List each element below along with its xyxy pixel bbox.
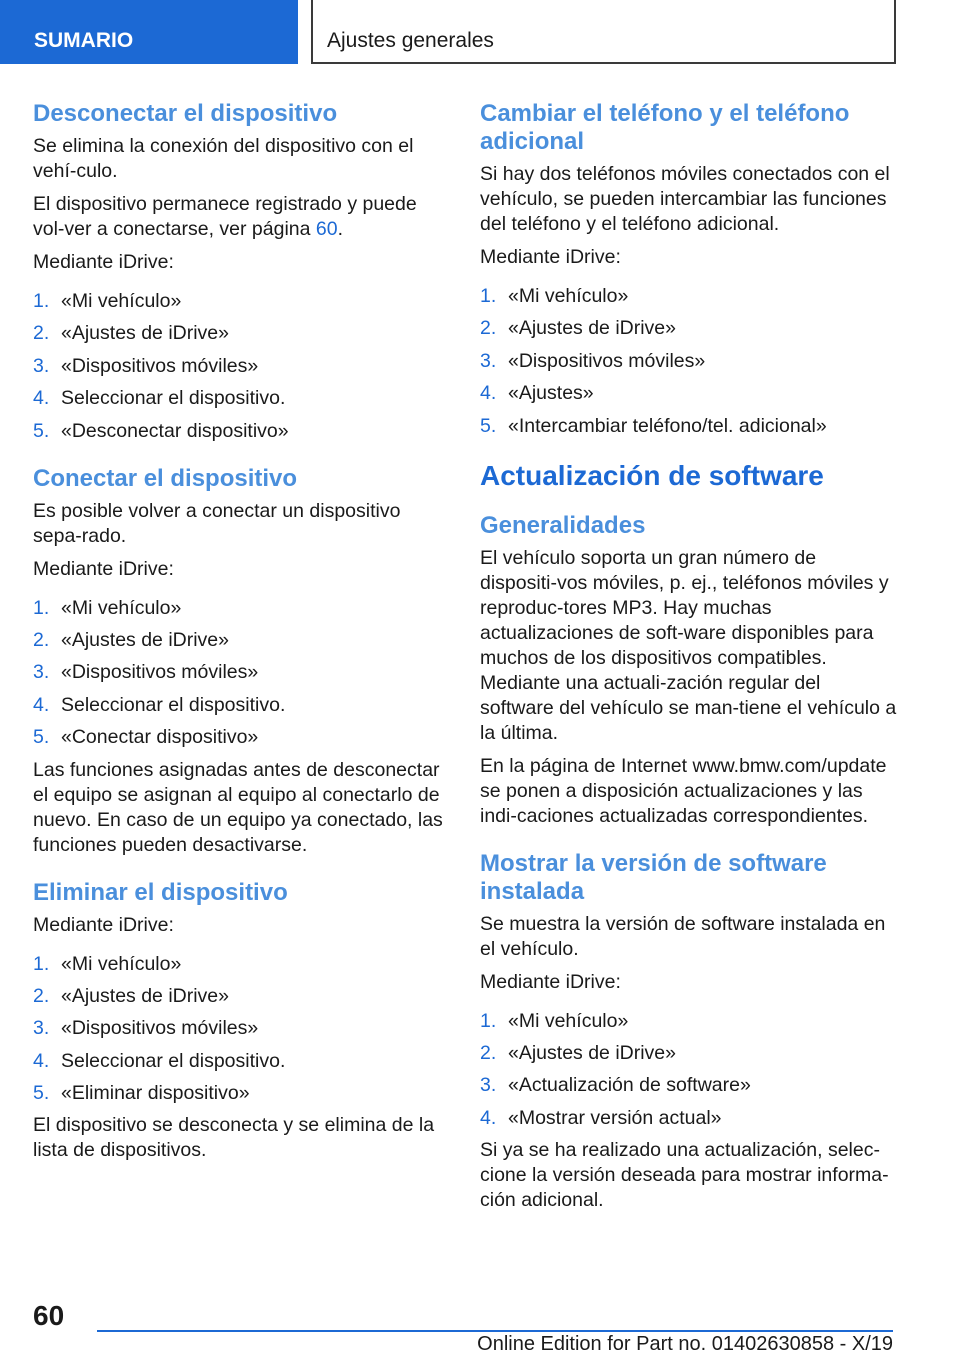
paragraph: Es posible volver a conectar un dispositivo sepa‐rado.: [33, 499, 401, 547]
paragraph: Si ya se ha realizado una actualización, selec‐cione la versión deseada para mostrar informa‐ción adicional.: [480, 1139, 889, 1212]
list-item: 5. «Conectar dispositivo»: [33, 726, 259, 749]
section-title: Conectar el dispositivo: [33, 464, 298, 492]
list-item: 4. Seleccionar el dispositivo.: [33, 1049, 286, 1072]
list-item: 1. «Mi vehículo»: [33, 596, 182, 619]
list-item: 3. «Dispositivos móviles»: [33, 354, 259, 377]
chapter-title: Actualización de software: [480, 459, 824, 491]
paragraph: Mediante iDrive:: [33, 557, 174, 580]
paragraph: Si hay dos teléfonos móviles conectados con el vehículo, se pueden intercambiar las funciones del teléfono y el teléfono adicional.: [480, 163, 890, 235]
paragraph: El vehículo soporta un gran número de dispositi‐vos móviles, p. ej., teléfonos móviles y reproduc‐tores MP3. Hay muchas actualizaciones de soft‐ware disponibles para muchos de los dispositivos compatibles. Mediante una actuali‐zación regular del software del vehículo se man‐tiene el vehículo a la última.: [480, 546, 897, 744]
section-connect: [33, 465, 451, 858]
steps-list: [33, 952, 451, 1107]
steps-list: [480, 284, 898, 439]
list-item: 1. «Mi vehículo»: [33, 952, 182, 975]
chapter-header: Ajustes generales: [311, 0, 896, 64]
list-item: 3. «Dispositivos móviles»: [33, 1017, 259, 1040]
footer-divider: [97, 1330, 893, 1332]
section-title: Desconectar el dispositivo: [33, 100, 338, 127]
steps-list: [33, 289, 451, 444]
paragraph: El dispositivo permanece registrado y puede vol‐ver a conectarse, ver página 60.: [33, 193, 417, 240]
page-number: 60: [33, 1300, 65, 1331]
steps-list: [33, 596, 451, 751]
paragraph: Mediante iDrive:: [33, 251, 174, 273]
list-item: 1. «Mi vehículo»: [480, 1009, 629, 1032]
section-title: Cambiar el teléfono y el teléfono adicional: [480, 100, 850, 155]
toc-tab[interactable]: SUMARIO: [0, 0, 298, 64]
list-item: 5. «Eliminar dispositivo»: [33, 1082, 250, 1105]
list-item: 2. «Ajustes de iDrive»: [33, 628, 229, 651]
right-column: [480, 100, 898, 1234]
list-item: 1. «Mi vehículo»: [480, 285, 629, 307]
paragraph: Se elimina la conexión del dispositivo con el vehí‐culo.: [33, 135, 414, 182]
list-item: 5. «Intercambiar teléfono/tel. adicional»: [480, 414, 827, 437]
list-item: 2. «Ajustes de iDrive»: [33, 984, 229, 1007]
paragraph: Las funciones asignadas antes de desconectar el equipo se asignan al equipo al conectarlo de nuevo. En caso de un equipo ya conectado, las funciones pueden desactivarse.: [33, 758, 443, 856]
list-item: 4. Seleccionar el dispositivo.: [33, 693, 286, 716]
paragraph: Mediante iDrive:: [480, 970, 621, 993]
section-title: Eliminar el dispositivo: [33, 878, 288, 906]
section-delete: [33, 879, 451, 1164]
section-swap-phone: [480, 100, 898, 439]
section-title: Generalidades: [480, 511, 646, 539]
list-item: 3. «Actualización de software»: [480, 1074, 751, 1097]
paragraph: Mediante iDrive:: [33, 913, 174, 936]
list-item: 4. «Ajustes»: [480, 382, 594, 405]
footer-edition: Online Edition for Part no. 01402630858 - X/19: [477, 1333, 893, 1355]
list-item: 2. «Ajustes de iDrive»: [480, 1041, 676, 1064]
steps-list: [480, 1009, 898, 1131]
list-item: 2. «Ajustes de iDrive»: [480, 317, 676, 340]
section-title: Mostrar la versión de software instalada: [480, 849, 827, 905]
list-item: 4. Seleccionar el dispositivo.: [33, 387, 286, 410]
list-item: 5. «Desconectar dispositivo»: [33, 419, 289, 442]
section-show-version: [480, 850, 898, 1214]
paragraph: El dispositivo se desconecta y se elimina de la lista de dispositivos.: [33, 1114, 435, 1162]
section-general: [480, 512, 898, 829]
paragraph: Se muestra la versión de software instalada en el vehículo.: [480, 912, 886, 960]
paragraph: Mediante iDrive:: [480, 246, 621, 268]
list-item: 3. «Dispositivos móviles»: [33, 661, 259, 684]
list-item: 3. «Dispositivos móviles»: [480, 349, 706, 372]
left-column: [33, 100, 451, 1184]
list-item: 2. «Ajustes de iDrive»: [33, 322, 229, 345]
list-item: 1. «Mi vehículo»: [33, 290, 182, 312]
section-disconnect: [33, 100, 451, 444]
paragraph: En la página de Internet www.bmw.com/update se ponen a disposición actualizaciones y las indi‐caciones actualizadas correspondientes.: [480, 754, 887, 827]
list-item: 4. «Mostrar versión actual»: [480, 1106, 722, 1129]
page-link[interactable]: 60: [315, 218, 338, 240]
